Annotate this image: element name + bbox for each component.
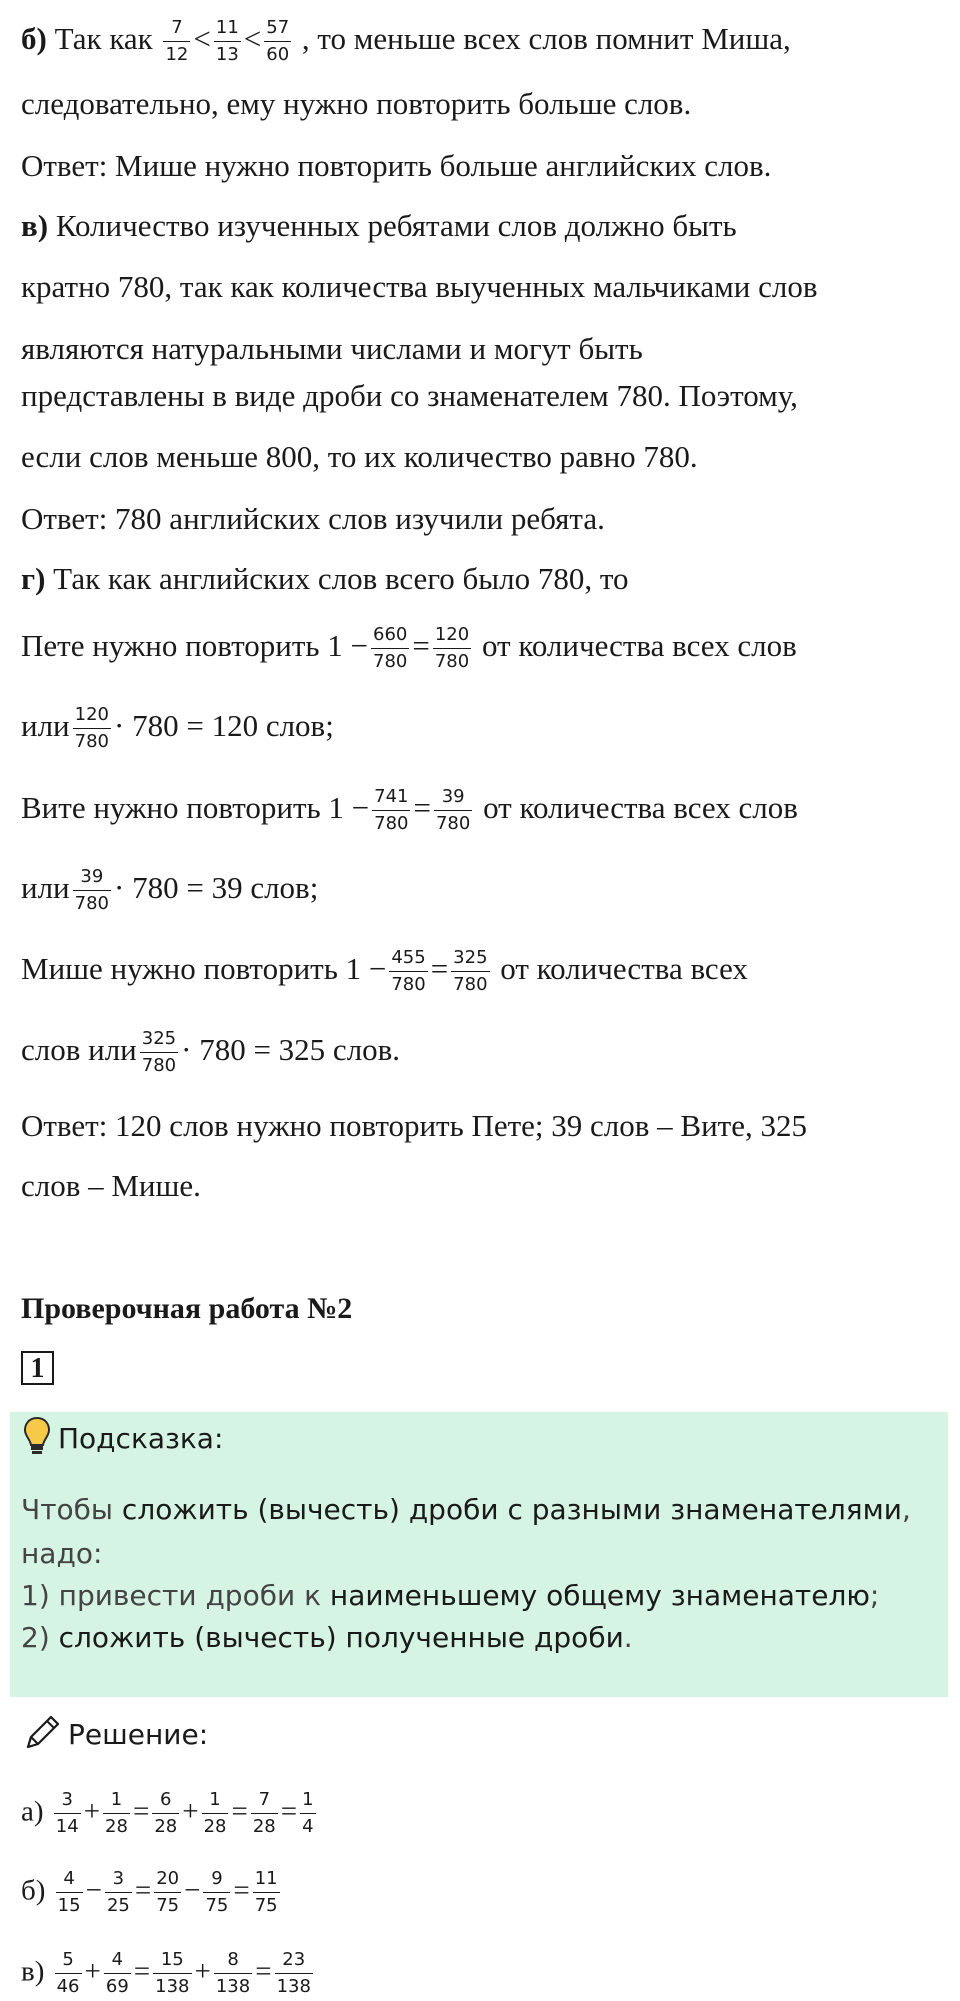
fraction: $\frac{1}{28}$ xyxy=(105,1789,128,1837)
vitya-line2: или $\frac{39}{780}$ · 780 = 39 слов; xyxy=(21,866,319,914)
partV-label: в) xyxy=(21,208,49,243)
petya-line1: Пете нужно повторить 1 − $\frac{660}{780}$ = $\frac{120}{780}$ от количества всех слов xyxy=(21,624,797,672)
lightbulb-icon xyxy=(22,1415,52,1457)
partB-label: б) xyxy=(21,20,47,56)
fraction: $\frac{120}{780}$ xyxy=(434,624,470,672)
fraction: $\frac{8}{138}$ xyxy=(215,1949,251,1997)
fraction: $\frac{120}{780}$ xyxy=(74,704,110,752)
misha-line1: Мише нужно повторить 1 − $\frac{455}{780}$ = $\frac{325}{780}$ от количества всех xyxy=(21,947,748,995)
section-heading: Проверочная работа №2 xyxy=(21,1292,353,1325)
partG-line1: г) Так как английских слов всего было 780, то xyxy=(21,561,629,596)
partB-text2: , то меньше всех слов помнит Миша, xyxy=(301,20,791,56)
petya-line2: или $\frac{120}{780}$ · 780 = 120 слов; xyxy=(21,704,334,752)
fraction: $\frac{741}{780}$ xyxy=(374,786,409,834)
partV-line4: представлены в виде дроби со знаменателем 780. Поэтому, xyxy=(21,378,798,413)
solution-b: б) $\frac{4}{15}$ − $\frac{3}{25}$ = $\frac{20}{75}$ − $\frac{9}{75}$ = $\frac{11}{75}$ xyxy=(21,1868,278,1916)
hint-line2: надо: xyxy=(21,1537,103,1570)
fraction: $\frac{39}{780}$ xyxy=(74,866,110,914)
fraction: $\frac{11}{75}$ xyxy=(254,1868,278,1916)
solution-v: в) $\frac{5}{46}$ + $\frac{4}{69}$ = $\frac{15}{138}$ + $\frac{8}{138}$ = $\frac{23}{138}$ xyxy=(21,1949,311,1997)
task-number: 1 xyxy=(21,1351,54,1385)
fraction: $\frac{7}{12}$ xyxy=(165,17,189,65)
solution-a: а) $\frac{3}{14}$ + $\frac{1}{28}$ = $\frac{6}{28}$ + $\frac{1}{28}$ = $\frac{7}{28}$ = $\frac{1}{4}$ xyxy=(21,1789,314,1837)
partV-line5: если слов меньше 800, то их количество равно 780. xyxy=(21,439,698,474)
vitya-line1: Вите нужно повторить 1 − $\frac{741}{780}$ = $\frac{39}{780}$ от количества всех слов xyxy=(21,786,798,834)
partG-label: г) xyxy=(21,561,46,596)
partG-answer2: слов – Мише. xyxy=(21,1168,201,1203)
solution-title: Решение: xyxy=(68,1718,209,1751)
fraction: $\frac{23}{138}$ xyxy=(276,1949,311,1997)
fraction: $\frac{5}{46}$ xyxy=(56,1949,80,1997)
partB-text1: Так как xyxy=(54,20,153,56)
hint-line1: Чтобы сложить (вычесть) дроби с разными знаменателями, xyxy=(21,1493,911,1526)
hint-line4: 2) сложить (вычесть) полученные дроби. xyxy=(21,1621,633,1654)
fraction: $\frac{57}{60}$ xyxy=(266,17,290,65)
fraction: $\frac{39}{780}$ xyxy=(435,786,471,834)
partB-answer: Ответ: Мише нужно повторить больше английских слов. xyxy=(21,148,772,183)
fraction: $\frac{3}{25}$ xyxy=(106,1868,130,1916)
fraction: $\frac{3}{14}$ xyxy=(55,1789,79,1837)
fraction: $\frac{455}{780}$ xyxy=(391,947,426,995)
partG-answer1: Ответ: 120 слов нужно повторить Пете; 39 слов – Вите, 325 xyxy=(21,1108,807,1143)
fraction: $\frac{20}{75}$ xyxy=(156,1868,180,1916)
hint-line3: 1) привести дроби к наименьшему общему знаменателю; xyxy=(21,1579,880,1612)
partV-line1: в) Количество изученных ребятами слов должно быть xyxy=(21,208,737,243)
fraction: $\frac{15}{138}$ xyxy=(155,1949,190,1997)
fraction: $\frac{6}{28}$ xyxy=(154,1789,178,1837)
partV-line2: кратно 780, так как количества выученных мальчиками слов xyxy=(21,269,818,304)
fraction: $\frac{325}{780}$ xyxy=(453,947,488,995)
fraction: $\frac{11}{13}$ xyxy=(215,17,239,65)
fraction: $\frac{660}{780}$ xyxy=(373,624,408,672)
partB-line1: б) Так как $\frac{7}{12}$ < $\frac{11}{13}$ < $\frac{57}{60}$ , то меньше всех слов помнит Миша, xyxy=(21,17,791,65)
fraction: $\frac{1}{4}$ xyxy=(302,1789,314,1837)
fraction: $\frac{9}{75}$ xyxy=(205,1868,229,1916)
fraction: $\frac{325}{780}$ xyxy=(141,1028,177,1076)
partB-line2: следовательно, ему нужно повторить больше слов. xyxy=(21,86,692,121)
partV-answer: Ответ: 780 английских слов изучили ребята. xyxy=(21,501,605,536)
fraction: $\frac{7}{28}$ xyxy=(252,1789,276,1837)
fraction: $\frac{1}{28}$ xyxy=(203,1789,227,1837)
misha-line2: слов или $\frac{325}{780}$ · 780 = 325 слов. xyxy=(21,1028,401,1076)
fraction: $\frac{4}{69}$ xyxy=(105,1949,129,1997)
pencil-icon xyxy=(22,1713,62,1753)
partV-line3: являются натуральными числами и могут быть xyxy=(21,331,643,366)
fraction: $\frac{4}{15}$ xyxy=(57,1868,81,1916)
hint-title: Подсказка: xyxy=(58,1422,224,1455)
